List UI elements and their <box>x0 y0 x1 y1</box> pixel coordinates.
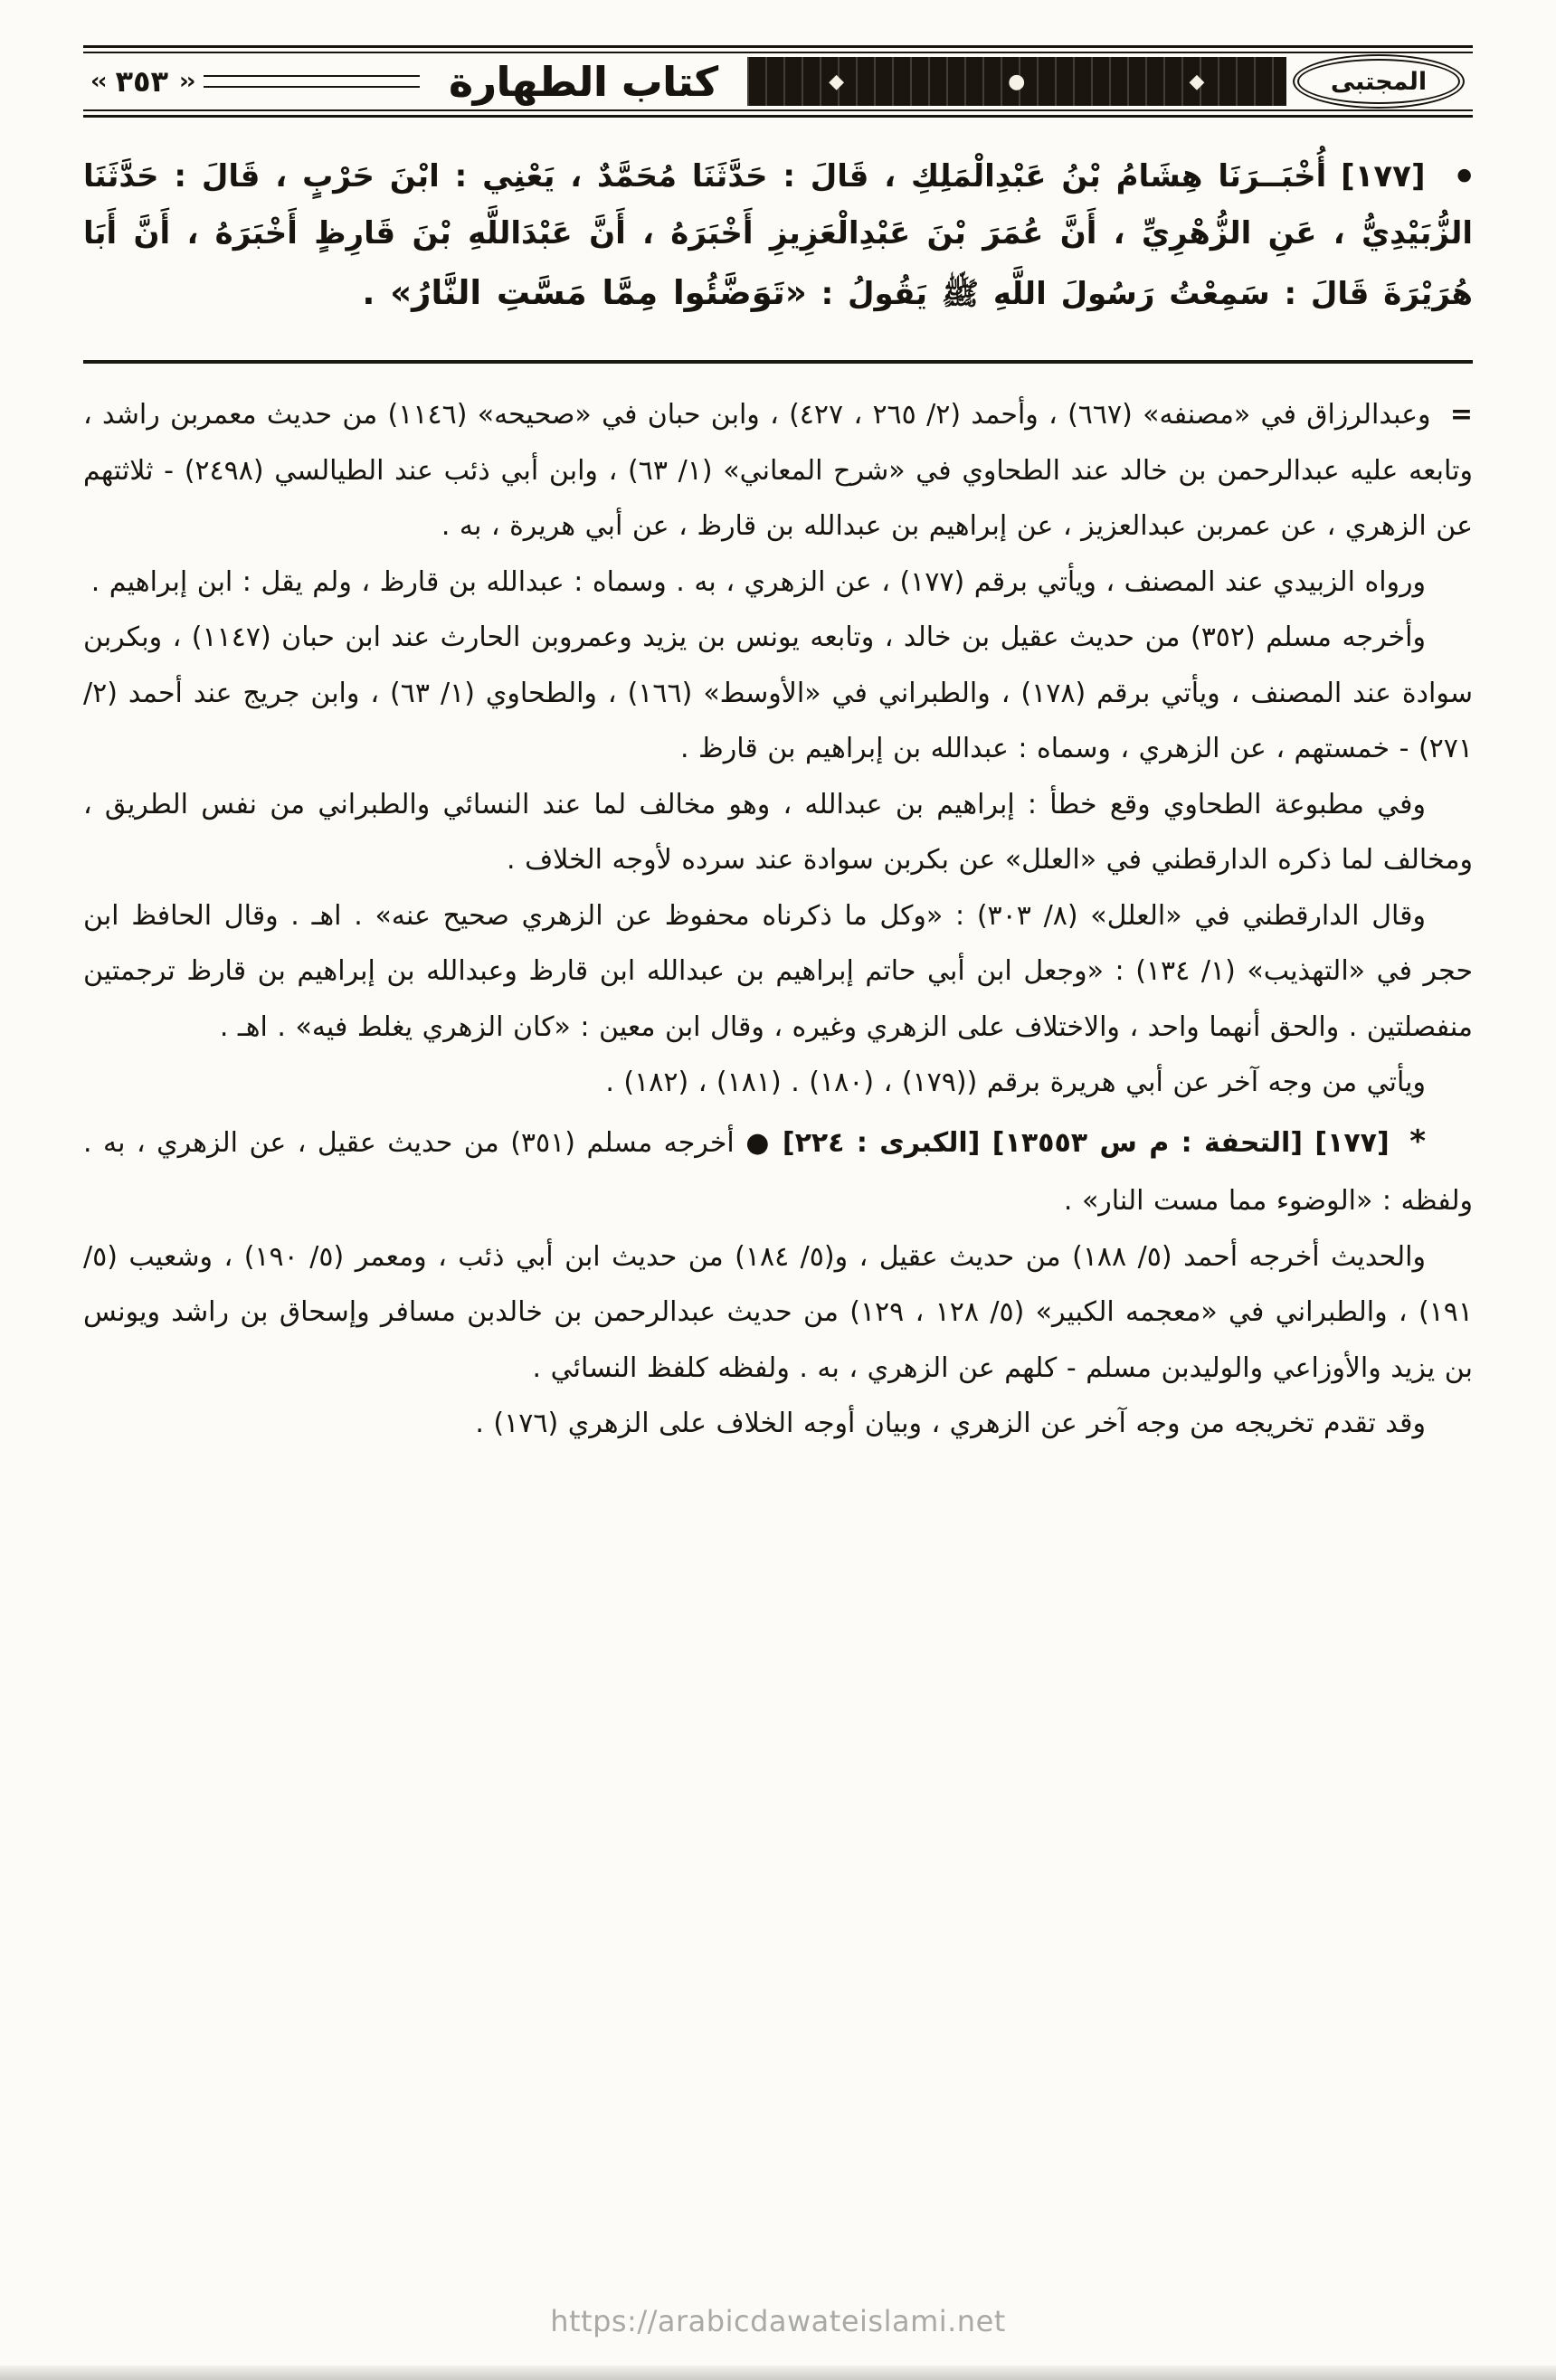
chapter-title-text: كتاب الطهارة <box>449 57 718 106</box>
footnote-paragraph <box>83 555 1473 611</box>
chevron-ornament-icon: ›› <box>179 68 194 95</box>
footnotes-section <box>83 387 1473 1452</box>
footnote-paragraph-tuhfa <box>83 1111 1473 1229</box>
footnote-text: وقال الدارقطني في «العلل» (٨/ ٣٠٣) : «وكل ما ذكرناه محفوظ عن الزهري صحيح عنه» . اهـ . وقال الحافظ ابن حجر في «التهذيب» (١/ ١٣٤) : «وجعل ابن أبي حاتم إبراهيم بن عبدالله ابن قارظ وعبدالله بن إبراهيم بن قارظ ترجمتين منفصلتين . والحق أنهما واحد ، والاختلاف على الزهري وغيره ، وقال ابن معين : «كان الزهري يغلط فيه» . اهـ . <box>83 899 1473 1043</box>
watermark-url: https://arabicdawateislami.net <box>550 2304 1006 2338</box>
footnote-paragraph <box>83 1396 1473 1452</box>
page-number: ٣٥٣ <box>115 64 169 99</box>
scan-bottom-edge <box>0 2366 1556 2380</box>
hadith-text: [١٧٧] أُخْبَــرَنَا هِشَامُ بْنُ عَبْدِالْمَلِكِ ، قَالَ : حَدَّثَنَا مُحَمَّدٌ ، يَعْنِي : ابْنَ حَرْبٍ ، قَالَ : حَدَّثَنَا الزُّبَيْدِيُّ ، عَنِ الزُّهْرِيِّ ، أَنَّ عُمَرَ بْنَ عَبْدِالْعَزِيزِ أَخْبَرَهُ ، أَنَّ عَبْدَاللَّهِ بْنَ قَارِظٍ أَخْبَرَهُ ، أَنَّ أَبَا هُرَيْرَةَ قَالَ : سَمِعْتُ رَسُولَ اللَّهِ ﷺ يَقُولُ : <box>83 158 1473 312</box>
hadith-block <box>83 145 1473 347</box>
footnote-paragraph <box>83 1055 1473 1111</box>
footnote-paragraph <box>83 777 1473 888</box>
footnote-text: ورواه الزبيدي عند المصنف ، ويأتي برقم (١٧٧) ، عن الزهري ، به . وسماه : عبدالله بن قارظ ، ولم يقل : ابن إبراهيم . <box>90 565 1426 598</box>
footnote-text: وقد تقدم تخريجه من وجه آخر عن الزهري ، وبيان أوجه الخلاف على الزهري (١٧٦) . <box>475 1408 1426 1440</box>
footnote-text: والحديث أخرجه أحمد (٥/ ١٨٨) من حديث عقيل ، و(٥/ ١٨٤) من حديث ابن أبي ذئب ، ومعمر (٥/ ١٩٠) ، وشعيب (٥/ ١٩١) ، والطبراني في «معجمه الكبير» (٥/ ١٢٨ ، ١٢٩) من حديث عبدالرحمن بن خالدبن مسافر وإسحاق بن راشد ويونس بن يزيد والأوزاعي والوليدبن مسلم - كلهم عن الزهري ، به . ولفظه كلفظ النسائي . <box>83 1240 1474 1384</box>
chevron-ornament-icon: ‹‹ <box>90 68 105 95</box>
dot-ornament-icon: ● <box>1008 70 1026 93</box>
ornament-strip <box>747 57 1286 106</box>
footnote-continuation-marker: = <box>1449 399 1473 431</box>
footnote-reference-bold: [١٧٧] [التحفة : م س ١٣٥٥٣] [الكبرى : ٢٢٤] <box>782 1126 1390 1159</box>
page-number-group <box>90 64 193 99</box>
footnote-separator <box>83 360 1473 364</box>
chapter-title <box>431 58 736 106</box>
footnote-paragraph <box>83 1229 1473 1397</box>
footnote-paragraph <box>83 888 1473 1056</box>
diamond-ornament-icon: ◆ <box>829 70 845 93</box>
footnote-paragraph <box>83 610 1473 777</box>
book-name-medallion <box>1297 59 1460 104</box>
hadith-quote: «تَوَضَّئُوا مِمَّا مَسَّتِ النَّارُ» . <box>362 272 807 312</box>
header-rule <box>204 75 420 88</box>
footnote-text: ويأتي من وجه آخر عن أبي هريرة برقم ((١٧٩) ، (١٨٠) . (١٨١) ، (١٨٢) . <box>605 1067 1426 1099</box>
footnote-text: وأخرجه مسلم (٣٥٢) من حديث عقيل بن خالد ، وتابعه يونس بن يزيد وعمروبن الحارث عند ابن حبان (١١٤٧) ، وبكربن سوادة عند المصنف ، ويأتي برقم (١٧٨) ، والطبراني في «الأوسط» (١٦٦) ، والطحاوي (١/ ٦٣) ، وابن جريج عند أحمد (٢/ ٢٧١) - خمستهم ، عن الزهري ، وسماه : عبدالله بن إبراهيم بن قارظ . <box>83 621 1473 765</box>
footnote-text: وعبدالرزاق في «مصنفه» (٦٦٧) ، وأحمد (٢/ ٢٦٥ ، ٤٢٧) ، وابن حبان في «صحيحه» (١١٤٦) من حديث معمربن راشد ، وتابعه عليه عبدالرحمن بن خالد عند الطحاوي في «شرح المعاني» (١/ ٦٣) ، وابن أبي ذئب عند الطيالسي (٢٤٩٨) - ثلاثتهم عن الزهري ، عن عمربن عبدالعزيز ، عن إبراهيم بن عبدالله بن قارظ ، عن أبي هريرة ، به . <box>83 399 1473 543</box>
footnote-star-marker: * <box>1409 1123 1426 1160</box>
hadith-paragraph <box>83 148 1473 324</box>
footnote-text: ● أخرجه مسلم (٣٥١) من حديث عقيل ، عن الزهري ، به . ولفظه : «الوضوء مما مست النار» . <box>83 1126 1473 1218</box>
page-header <box>83 45 1473 118</box>
footnote-paragraph <box>83 387 1473 555</box>
diamond-ornament-icon: ◆ <box>1189 70 1205 93</box>
book-name-text: المجتبى <box>1330 67 1428 96</box>
footnote-text: وفي مطبوعة الطحاوي وقع خطأ : إبراهيم بن عبدالله ، وهو مخالف لما عند النسائي والطبراني من نفس الطريق ، ومخالف لما ذكره الدارقطني في «العلل» عن بكربن سوادة عند سرده لأوجه الخلاف . <box>83 788 1473 877</box>
header-inner-band <box>83 52 1473 111</box>
hadith-bullet-icon: ● <box>1456 165 1473 185</box>
